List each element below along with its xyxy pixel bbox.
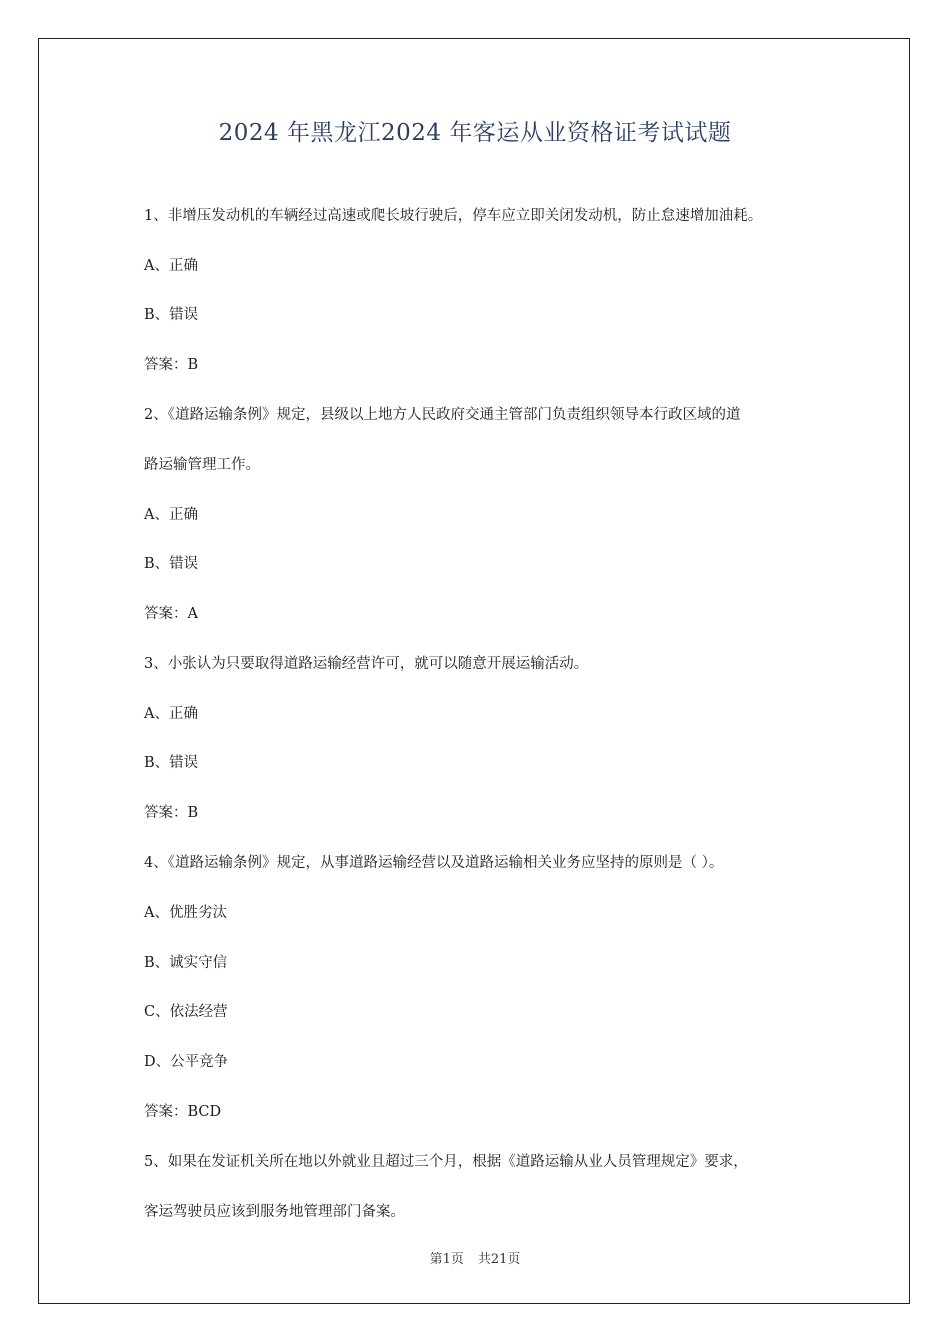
question-1-text: 1、非增压发动机的车辆经过高速或爬长坡行驶后，停车应立即关闭发动机，防止怠速增加油耗。 bbox=[144, 208, 763, 224]
question-4-option-a: A、优胜劣汰 bbox=[144, 905, 227, 921]
question-3-option-a: A、正确 bbox=[144, 706, 198, 722]
question-4-answer: 答案：BCD bbox=[144, 1104, 222, 1120]
question-4-option-c: C、依法经营 bbox=[144, 1004, 228, 1020]
question-4-option-d: D、公平竞争 bbox=[144, 1054, 229, 1070]
question-5-text: 5、如果在发证机关所在地以外就业且超过三个月，根据《道路运输从业人员管理规定》要求， bbox=[144, 1154, 748, 1170]
question-4-option-b: B、诚实守信 bbox=[144, 955, 228, 971]
question-5-text-cont: 客运驾驶员应该到服务地管理部门备案。 bbox=[144, 1204, 405, 1220]
question-3-option-b: B、错误 bbox=[144, 755, 199, 771]
question-1-option-b: B、错误 bbox=[144, 307, 199, 323]
question-2-text-cont: 路运输管理工作。 bbox=[144, 457, 260, 473]
question-2-option-a: A、正确 bbox=[144, 507, 198, 523]
question-3-answer: 答案：B bbox=[144, 805, 199, 821]
document-title: 2024 年黑龙江2024 年客运从业资格证考试试题 bbox=[218, 120, 732, 146]
question-1-option-a: A、正确 bbox=[144, 258, 198, 274]
question-2-answer: 答案：A bbox=[144, 606, 198, 622]
question-3-text: 3、小张认为只要取得道路运输经营许可，就可以随意开展运输活动。 bbox=[144, 656, 589, 672]
page-number: 第1页 bbox=[429, 1252, 464, 1267]
question-2-text: 2、《道路运输条例》规定，县级以上地方人民政府交通主管部门负责组织领导本行政区域的道 bbox=[144, 407, 741, 423]
question-1-answer: 答案：B bbox=[144, 357, 199, 373]
page-footer bbox=[0, 1248, 950, 1267]
question-2-option-b: B、错误 bbox=[144, 556, 199, 572]
page-total: 共21页 bbox=[477, 1252, 521, 1267]
question-4-text: 4、《道路运输条例》规定，从事道路运输经营以及道路运输相关业务应坚持的原则是（ ）。 bbox=[144, 855, 724, 871]
